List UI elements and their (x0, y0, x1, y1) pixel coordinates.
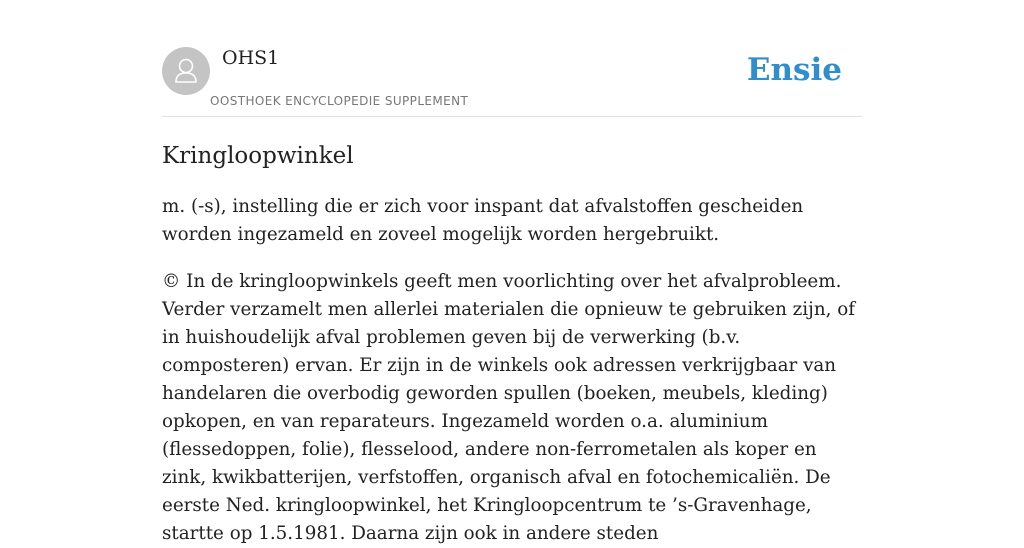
definition-paragraph: m. (-s), instelling die er zich voor inspant dat afvalstoffen gescheiden worden ingezameld en zoveel mogelijk worden hergebruikt. (162, 196, 804, 245)
avatar[interactable] (162, 47, 210, 95)
entry-header (162, 0, 862, 117)
author-name[interactable]: OHS1 (222, 47, 280, 69)
entry-title: Kringloopwinkel (162, 143, 354, 169)
source-name[interactable]: OOSTHOEK ENCYCLOPEDIE SUPPLEMENT (210, 94, 469, 108)
site-logo[interactable]: Ensie (746, 52, 842, 88)
entry-page (162, 0, 862, 548)
body-paragraph: © In de kringloopwinkels geeft men voorlichting over het afvalprobleem. Verder verzamelt men allerlei materialen die opnieuw te gebruiken zijn, of in huishoudelijk afval problemen geven bij de verwerking (b.v. composteren) ervan. Er zijn in de winkels ook adressen verkrijgbaar van handelaren die overbodig geworden spullen (boeken, meubels, kleding) opkopen, en van reparateurs. Ingezameld worden o.a. aluminium (flessedoppen, folie), flesselood, andere non-ferrometalen als koper en zink, kwikbatterijen, verfstoffen, organisch afval en fotochemicaliën. De eerste Ned. kringloopwinkel, het Kringloopcentrum te ’s-Gravenhage, startte op 1.5.1981. Daarna zijn ook in andere steden (162, 271, 855, 544)
user-silhouette-icon (162, 47, 210, 95)
